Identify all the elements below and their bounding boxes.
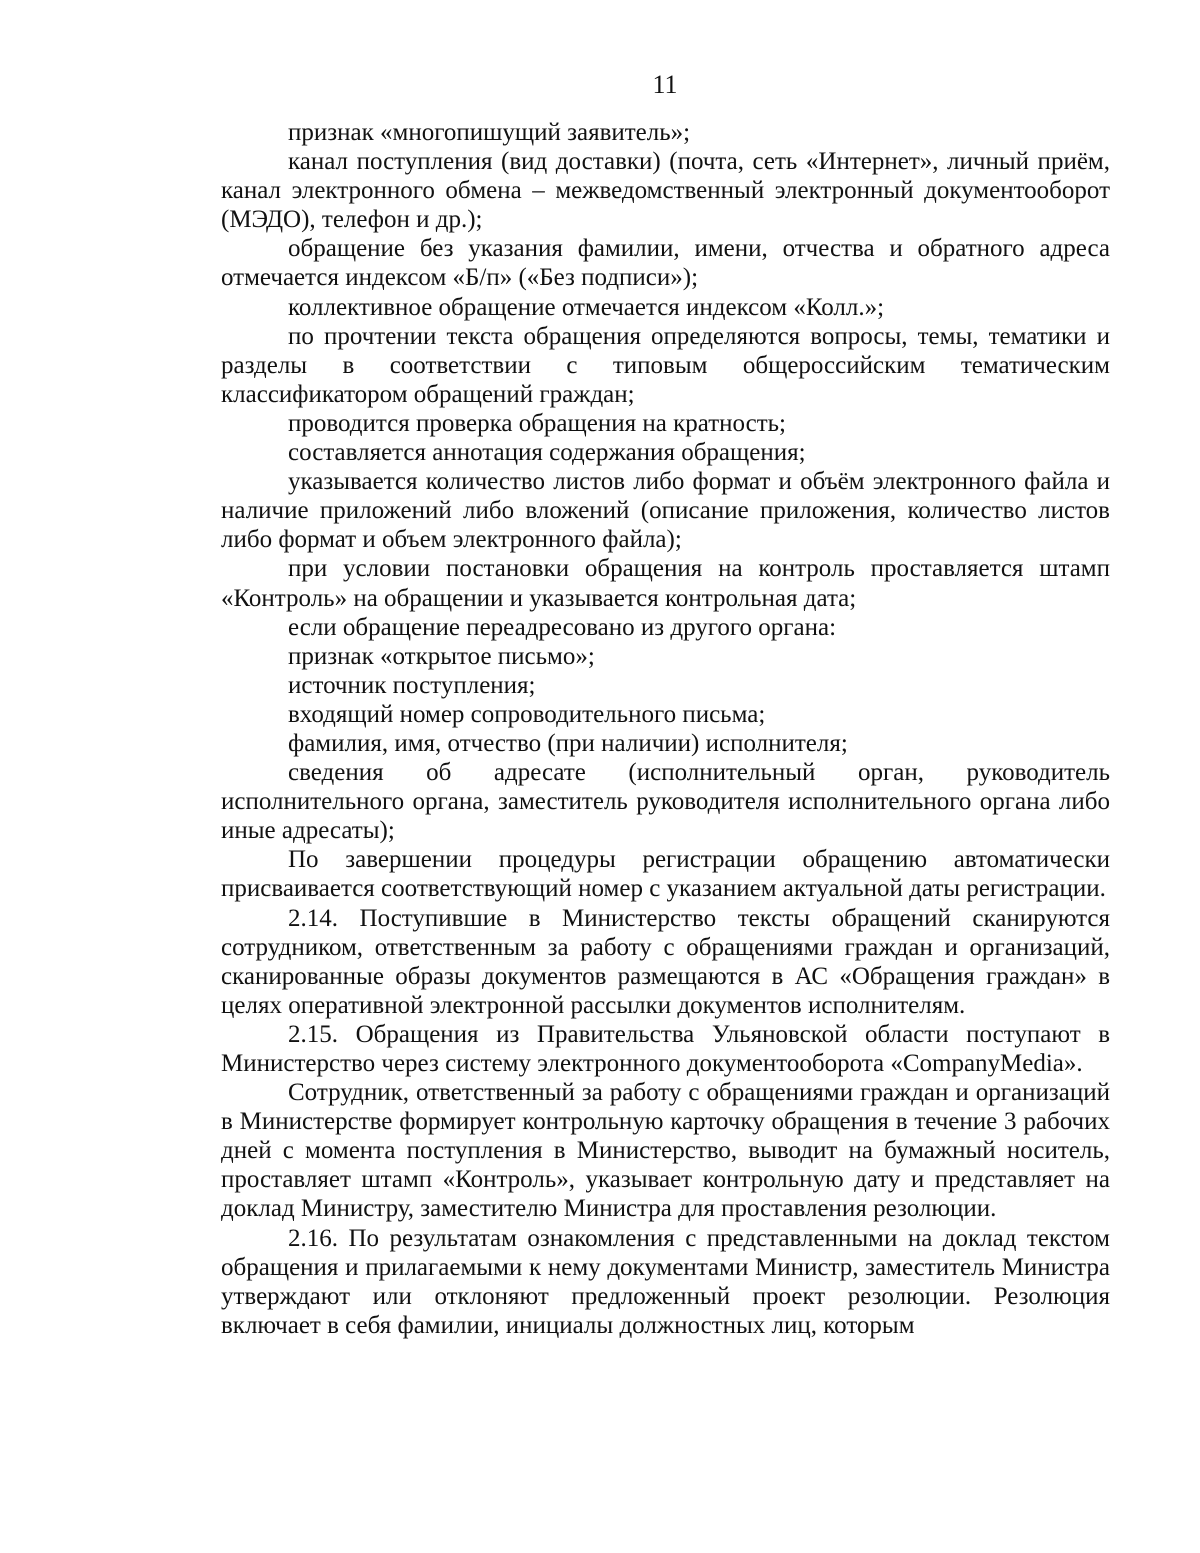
paragraph-registration-complete: По завершении процедуры регистрации обращению автоматически присваивается соответствующий номер с указанием актуальной даты регистрации. <box>221 846 1110 903</box>
paragraph-delivery-channel: канал поступления (вид доставки) (почта, сеть «Интернет», личный приём, канал электронного обмена – межведомственный электронный документооборот (МЭДО), телефон и др.); <box>221 148 1110 234</box>
paragraph-control-stamp: при условии постановки обращения на контроль проставляется штамп «Контроль» на обращении и указывается контрольная дата; <box>221 555 1110 612</box>
paragraph-annotation: составляется аннотация содержания обращения; <box>288 439 806 467</box>
document-body <box>221 118 1110 1340</box>
paragraph-anonymous-index: обращение без указания фамилии, имени, отчества и обратного адреса отмечается индексом «Б/п» («Без подписи»); <box>221 235 1110 292</box>
paragraph-2-15: 2.15. Обращения из Правительства Ульяновской области поступают в Министерство через систему электронного документооборота «CompanyMedia». <box>221 1020 1110 1077</box>
paragraph-control-card: Сотрудник, ответственный за работу с обращениями граждан и организаций в Министерстве формирует контрольную карточку обращения в течение 3 рабочих дней с момента поступления в Министерство, выводит на бумажный носитель, проставляет штамп «Контроль», указывает контрольную дату и представляет на доклад Министру, заместителю Министра для проставления резолюции. <box>221 1079 1110 1223</box>
page-number: 11 <box>652 70 678 99</box>
paragraph-applicant-flag: признак «многопишущий заявитель»; <box>288 119 691 146</box>
paragraph-executor-name: фамилия, имя, отчество (при наличии) исполнителя; <box>288 729 848 757</box>
paragraph-redirected: если обращение переадресовано из другого органа: <box>288 613 837 641</box>
paragraph-2-14: 2.14. Поступившие в Министерство тексты обращений сканируются сотрудником, ответственным за работу с обращениями граждан и организаций, сканированные образы документов размещаются в АС «Обращения граждан» в целях оперативной электронной рассылки документов исполнителям. <box>221 904 1110 1019</box>
paragraph-2-16: 2.16. По результатам ознакомления с представленными на доклад текстом обращения и прилагаемыми к нему документами Министр, заместитель Министра утверждают или отклоняют предложенный проект резолюции. Резолюция включает в себя фамилии, инициалы должностных лиц, которым <box>221 1224 1110 1339</box>
paragraph-collective-index: коллективное обращение отмечается индексом «Колл.»; <box>288 293 885 321</box>
paragraph-addressee: сведения об адресате (исполнительный орган, руководитель исполнительного органа, заместитель руководителя исполнительного органа либо иные адресаты); <box>221 759 1110 845</box>
paragraph-source: источник поступления; <box>288 671 536 699</box>
paragraph-sheets-attachments: указывается количество листов либо формат и объём электронного файла и наличие приложений либо вложений (описание приложения, количество листов либо формат и объем электронного файла); <box>221 468 1110 554</box>
paragraph-cover-letter-number: входящий номер сопроводительного письма; <box>288 700 766 728</box>
paragraph-multiplicity-check: проводится проверка обращения на кратность; <box>288 409 786 437</box>
paragraph-open-letter: признак «открытое письмо»; <box>288 642 595 670</box>
paragraph-topics-classifier: по прочтении текста обращения определяются вопросы, темы, тематики и разделы в соответствии с типовым общероссийским тематическим классификатором обращений граждан; <box>221 322 1110 408</box>
